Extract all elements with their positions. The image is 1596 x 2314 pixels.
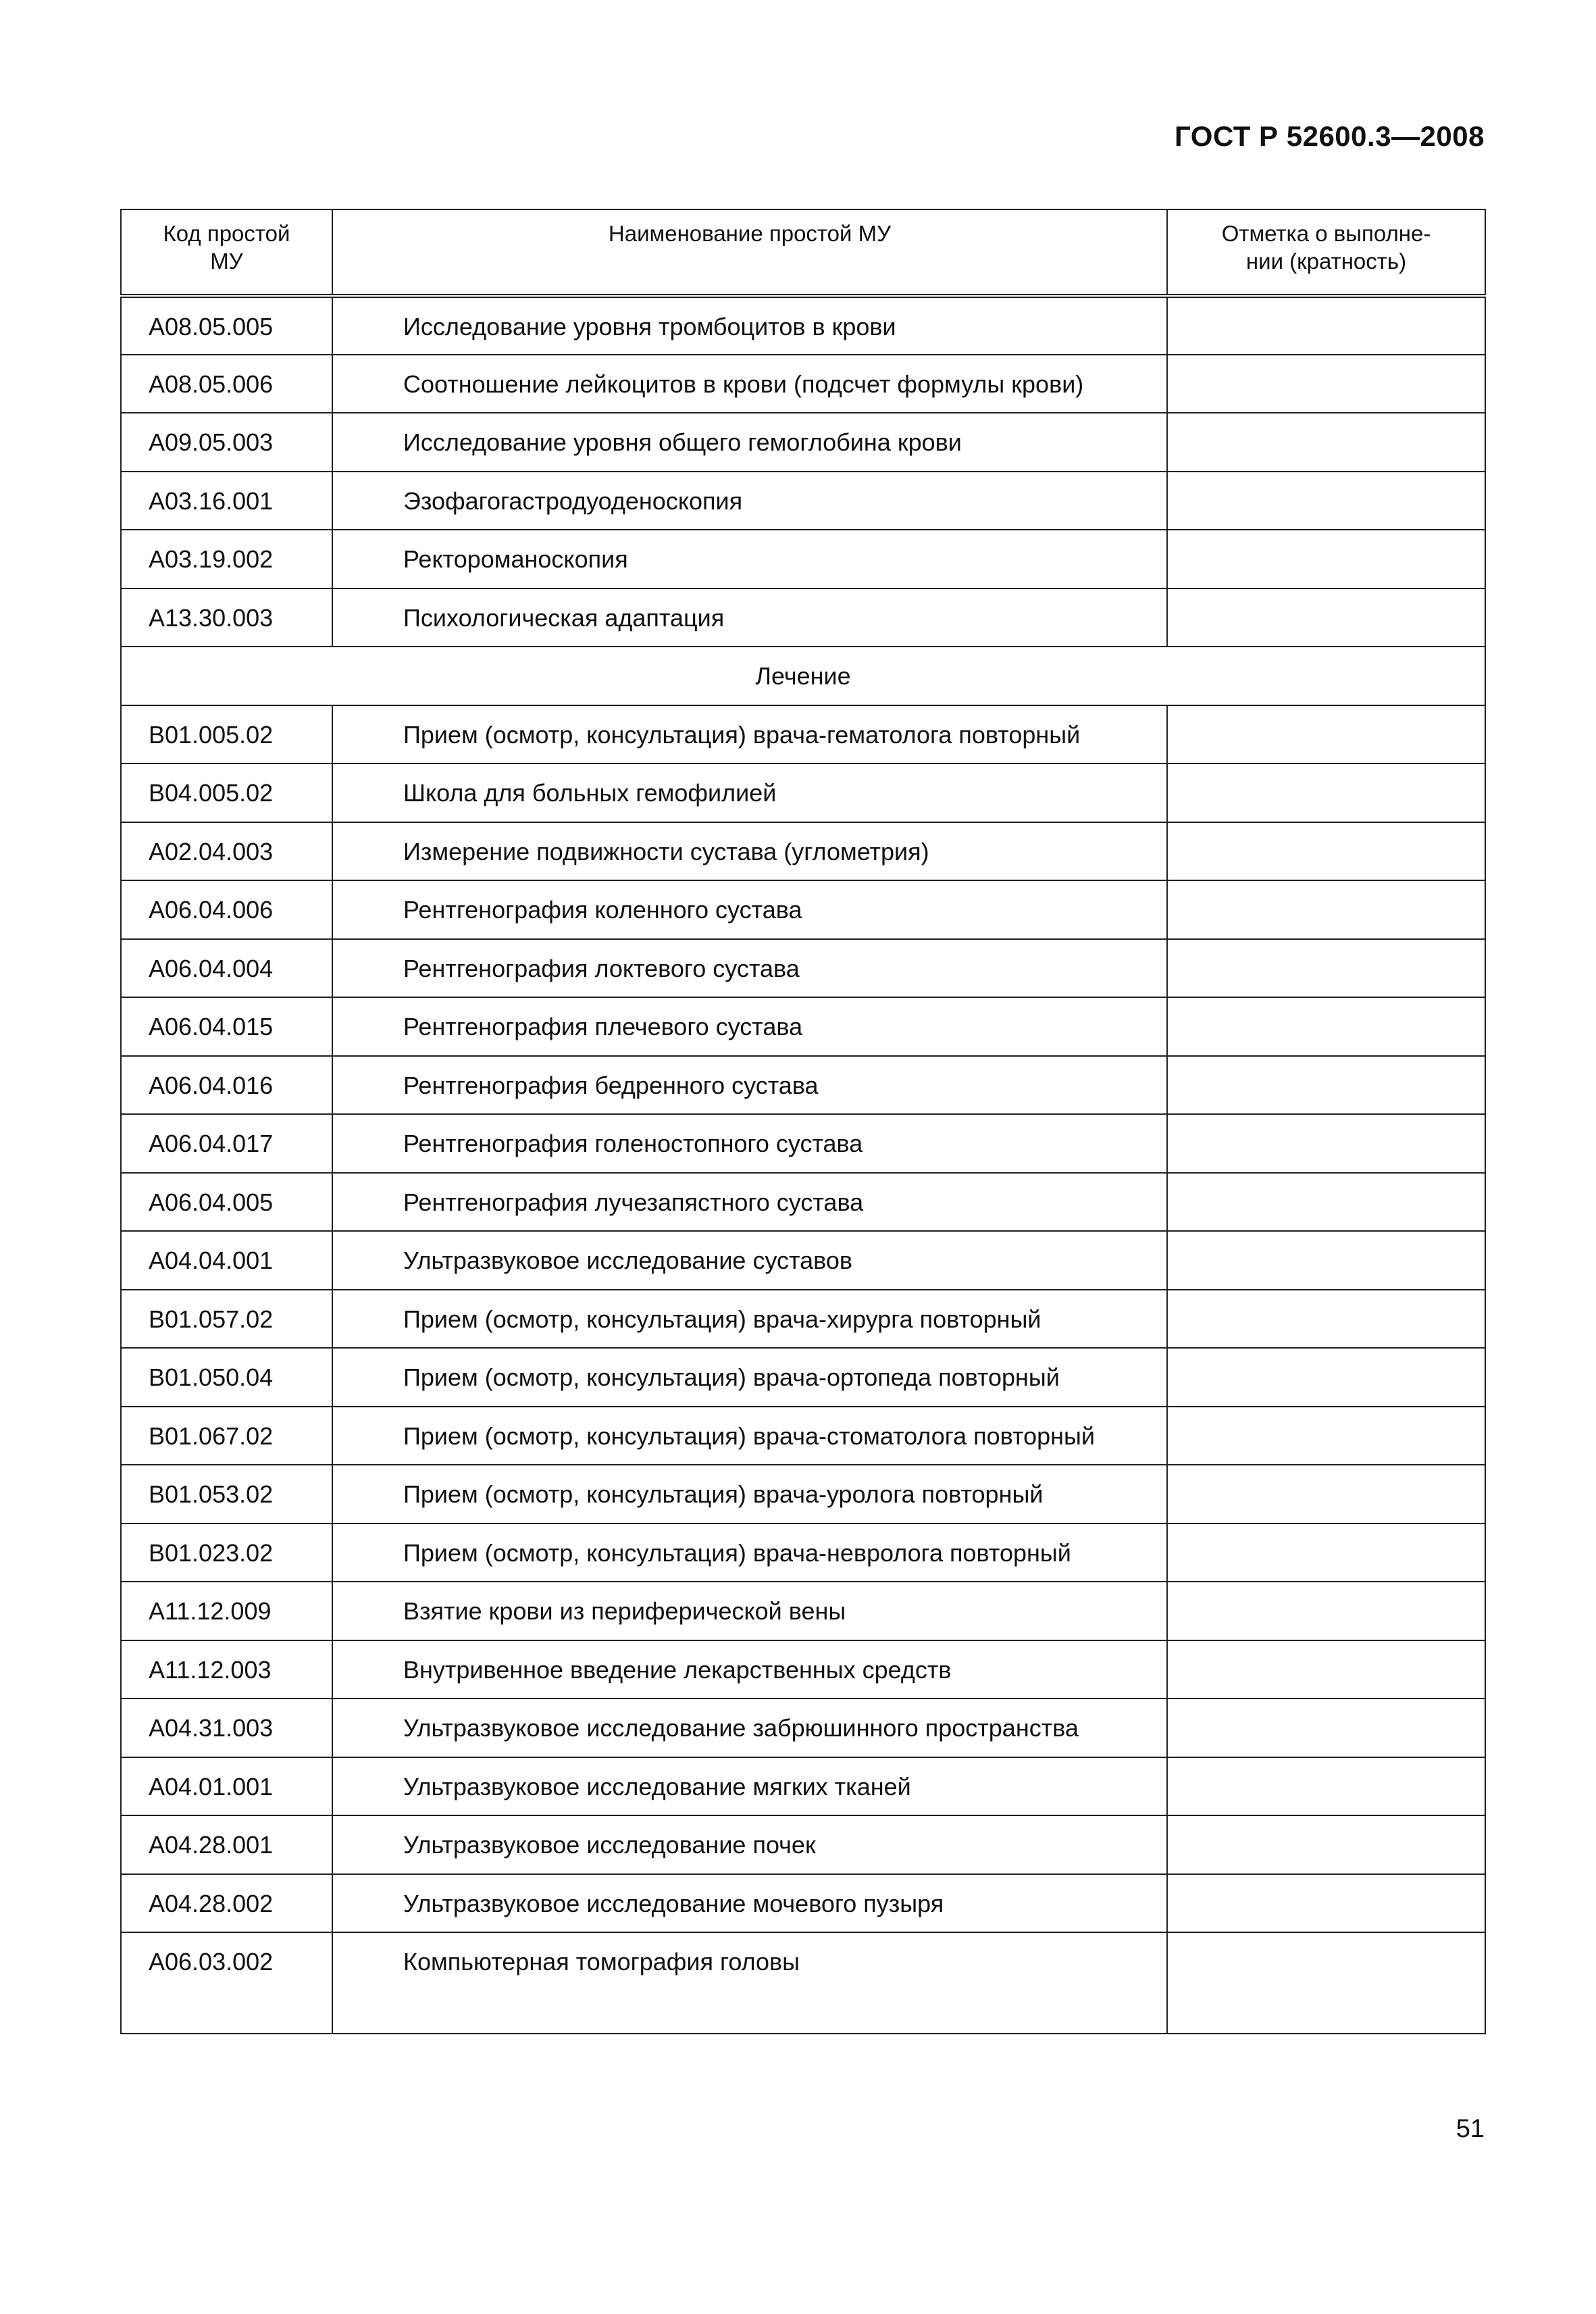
cell-code: A04.31.003 xyxy=(121,1699,332,1757)
cell-name: Компьютерная томография головы xyxy=(332,1932,1167,2034)
table-row xyxy=(121,1056,1485,1115)
table-row xyxy=(121,588,1485,647)
cell-mark xyxy=(1167,1582,1485,1640)
cell-name: Соотношение лейкоцитов в крови (подсчет формулы крови) xyxy=(332,355,1167,413)
cell-code: A09.05.003 xyxy=(121,413,332,472)
cell-name: Внутривенное введение лекарственных средств xyxy=(332,1640,1167,1699)
table-row xyxy=(121,1582,1485,1640)
table-row xyxy=(121,939,1485,998)
column-header-mark xyxy=(1167,209,1485,296)
cell-mark xyxy=(1167,939,1485,998)
cell-mark xyxy=(1167,1874,1485,1933)
table-section xyxy=(121,647,1485,705)
table-row xyxy=(121,1932,1485,2034)
cell-mark xyxy=(1167,413,1485,472)
cell-name: Рентгенография голеностопного сустава xyxy=(332,1114,1167,1173)
cell-mark xyxy=(1167,763,1485,822)
cell-name: Ректороманоскопия xyxy=(332,530,1167,588)
document-standard-header: ГОСТ Р 52600.3—2008 xyxy=(1175,120,1485,152)
cell-mark xyxy=(1167,296,1485,355)
cell-mark xyxy=(1167,880,1485,939)
cell-mark xyxy=(1167,1465,1485,1524)
cell-name: Измерение подвижности сустава (углометрия) xyxy=(332,822,1167,881)
cell-code: A04.04.001 xyxy=(121,1231,332,1290)
table-row xyxy=(121,472,1485,530)
cell-mark xyxy=(1167,1290,1485,1349)
cell-name: Прием (осмотр, консультация) врача-хирурга повторный xyxy=(332,1290,1167,1349)
cell-code: A03.16.001 xyxy=(121,472,332,530)
cell-name: Ультразвуковое исследование почек xyxy=(332,1815,1167,1874)
cell-mark xyxy=(1167,1815,1485,1874)
column-header-mark-line1: Отметка о выполне- xyxy=(1221,221,1431,246)
cell-name: Прием (осмотр, консультация) врача-ортопеда повторный xyxy=(332,1348,1167,1407)
cell-mark xyxy=(1167,588,1485,647)
table-row xyxy=(121,1114,1485,1173)
cell-name: Рентгенография коленного сустава xyxy=(332,880,1167,939)
table-row xyxy=(121,1815,1485,1874)
table-row xyxy=(121,997,1485,1056)
table-row xyxy=(121,822,1485,881)
cell-code: A04.28.001 xyxy=(121,1815,332,1874)
table-row xyxy=(121,296,1485,355)
cell-mark xyxy=(1167,1932,1485,2034)
cell-name: Эзофагогастродуоденоскопия xyxy=(332,472,1167,530)
cell-code: A06.04.006 xyxy=(121,880,332,939)
cell-name: Исследование уровня общего гемоглобина крови xyxy=(332,413,1167,472)
cell-name: Рентгенография лучезапястного сустава xyxy=(332,1173,1167,1232)
cell-mark xyxy=(1167,997,1485,1056)
section-label: Лечение xyxy=(121,647,1485,705)
section-row xyxy=(121,647,1485,705)
cell-code: B01.057.02 xyxy=(121,1290,332,1349)
cell-name: Исследование уровня тромбоцитов в крови xyxy=(332,296,1167,355)
cell-name: Ультразвуковое исследование мягких тканей xyxy=(332,1757,1167,1816)
cell-name: Психологическая адаптация xyxy=(332,588,1167,647)
cell-name: Рентгенография бедренного сустава xyxy=(332,1056,1167,1115)
table-body-treatment xyxy=(121,705,1485,2034)
table-row xyxy=(121,705,1485,764)
cell-mark xyxy=(1167,1114,1485,1173)
cell-mark xyxy=(1167,1757,1485,1816)
table-row xyxy=(121,1874,1485,1933)
cell-mark xyxy=(1167,705,1485,764)
column-header-name: Наименование простой МУ xyxy=(332,209,1167,296)
column-header-code-line1: Код простой xyxy=(163,221,290,246)
cell-mark xyxy=(1167,822,1485,881)
cell-code: B01.005.02 xyxy=(121,705,332,764)
table-row xyxy=(121,880,1485,939)
cell-code: A02.04.003 xyxy=(121,822,332,881)
cell-name: Ультразвуковое исследование забрюшинного пространства xyxy=(332,1699,1167,1757)
table-row xyxy=(121,763,1485,822)
cell-name: Прием (осмотр, консультация) врача-уролога повторный xyxy=(332,1465,1167,1524)
table-row xyxy=(121,1348,1485,1407)
cell-code: A06.04.017 xyxy=(121,1114,332,1173)
cell-code: B01.053.02 xyxy=(121,1465,332,1524)
cell-code: A08.05.006 xyxy=(121,355,332,413)
page-number: 51 xyxy=(1456,2115,1485,2143)
table-body-diagnostics xyxy=(121,296,1485,647)
table-row xyxy=(121,413,1485,472)
cell-name: Рентгенография плечевого сустава xyxy=(332,997,1167,1056)
cell-code: B01.050.04 xyxy=(121,1348,332,1407)
cell-mark xyxy=(1167,472,1485,530)
table-row xyxy=(121,1524,1485,1582)
cell-code: B01.023.02 xyxy=(121,1524,332,1582)
table-header-row xyxy=(121,209,1485,296)
cell-mark xyxy=(1167,1231,1485,1290)
cell-name: Взятие крови из периферической вены xyxy=(332,1582,1167,1640)
cell-name: Рентгенография локтевого сустава xyxy=(332,939,1167,998)
table-row xyxy=(121,1231,1485,1290)
cell-code: A13.30.003 xyxy=(121,588,332,647)
cell-code: B04.005.02 xyxy=(121,763,332,822)
cell-name: Прием (осмотр, консультация) врача-стоматолога повторный xyxy=(332,1407,1167,1465)
cell-code: A06.04.015 xyxy=(121,997,332,1056)
cell-code: A11.12.009 xyxy=(121,1582,332,1640)
table-row xyxy=(121,530,1485,588)
cell-code: A06.04.016 xyxy=(121,1056,332,1115)
cell-name: Прием (осмотр, консультация) врача-невролога повторный xyxy=(332,1524,1167,1582)
cell-mark xyxy=(1167,530,1485,588)
services-table xyxy=(120,209,1486,2034)
cell-code: A06.03.002 xyxy=(121,1932,332,2034)
table-row xyxy=(121,1465,1485,1524)
cell-mark xyxy=(1167,355,1485,413)
cell-code: A06.04.004 xyxy=(121,939,332,998)
table-row xyxy=(121,1290,1485,1349)
cell-code: A08.05.005 xyxy=(121,296,332,355)
table-row xyxy=(121,1757,1485,1816)
table-row xyxy=(121,1407,1485,1465)
cell-name: Ультразвуковое исследование суставов xyxy=(332,1231,1167,1290)
cell-mark xyxy=(1167,1524,1485,1582)
column-header-mark-line2: нии (кратность) xyxy=(1245,249,1407,274)
cell-name: Прием (осмотр, консультация) врача-гематолога повторный xyxy=(332,705,1167,764)
cell-code: A04.01.001 xyxy=(121,1757,332,1816)
table-row xyxy=(121,355,1485,413)
cell-mark xyxy=(1167,1348,1485,1407)
cell-mark xyxy=(1167,1699,1485,1757)
cell-mark xyxy=(1167,1056,1485,1115)
cell-mark xyxy=(1167,1173,1485,1232)
cell-name: Ультразвуковое исследование мочевого пузыря xyxy=(332,1874,1167,1933)
cell-name: Школа для больных гемофилией xyxy=(332,763,1167,822)
cell-code: B01.067.02 xyxy=(121,1407,332,1465)
table-row xyxy=(121,1640,1485,1699)
cell-mark xyxy=(1167,1407,1485,1465)
cell-code: A04.28.002 xyxy=(121,1874,332,1933)
cell-code: A03.19.002 xyxy=(121,530,332,588)
cell-code: A06.04.005 xyxy=(121,1173,332,1232)
column-header-code xyxy=(121,209,332,296)
cell-code: A11.12.003 xyxy=(121,1640,332,1699)
table-row xyxy=(121,1173,1485,1232)
column-header-code-line2: МУ xyxy=(210,249,243,274)
table-row xyxy=(121,1699,1485,1757)
cell-mark xyxy=(1167,1640,1485,1699)
